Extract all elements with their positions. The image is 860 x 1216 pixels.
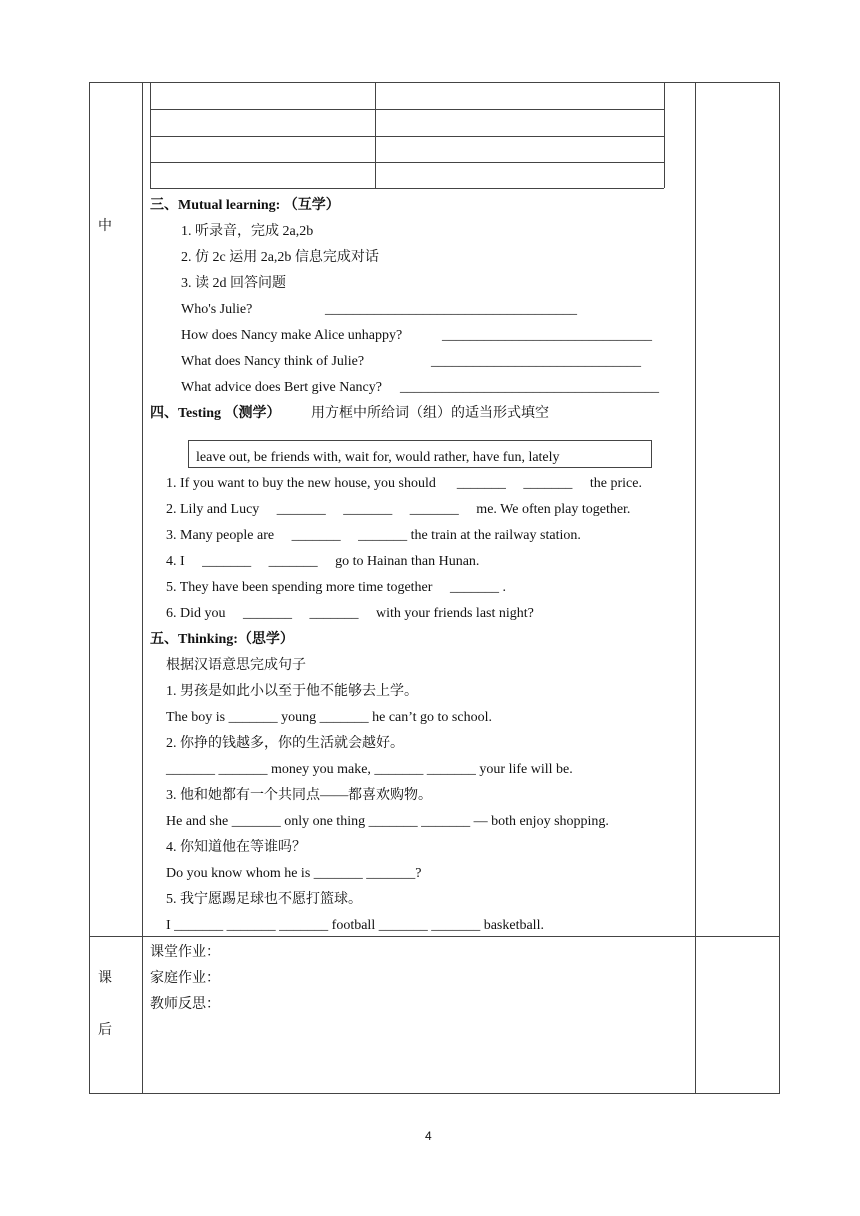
- thinking-item-1-cn: 1. 男孩是如此小以至于他不能够去上学。: [166, 684, 418, 699]
- side-label-after-2: 后: [98, 1023, 112, 1038]
- testing-item-1: 1. If you want to buy the new house, you should _______ _______ the price.: [166, 476, 642, 491]
- mutual-answer-blank-1[interactable]: ____________________________________: [325, 302, 577, 317]
- mutual-answer-blank-2[interactable]: ______________________________: [442, 328, 652, 343]
- mutual-question-3: What does Nancy think of Julie?: [181, 354, 365, 369]
- mutual-step-3: 3. 读 2d 回答问题: [181, 276, 286, 291]
- testing-item-2: 2. Lily and Lucy _______ _______ _______ me. We often play together.: [166, 502, 631, 517]
- thinking-item-5-en: I _______ _______ _______ football _______ _______ basketball.: [166, 918, 544, 933]
- classwork-label: 课堂作业：: [150, 945, 220, 960]
- side-label-middle: 中: [98, 219, 112, 234]
- page-number: 4: [425, 1129, 432, 1143]
- testing-item-5: 5. They have been spending more time together _______ .: [166, 580, 506, 595]
- thinking-heading: 五、Thinking:（思学）: [150, 632, 294, 647]
- testing-item-4: 4. I _______ _______ go to Hainan than Hunan.: [166, 554, 480, 569]
- testing-instruction: 用方框中所给词（组）的适当形式填空: [311, 406, 549, 421]
- testing-heading: 四、Testing （测学）: [150, 406, 281, 421]
- side-label-after-1: 课: [98, 971, 112, 986]
- thinking-item-3-en: He and she _______ only one thing _______ _______ — both enjoy shopping.: [166, 814, 609, 829]
- testing-item-3: 3. Many people are _______ _______ the train at the railway station.: [166, 528, 581, 543]
- thinking-item-4-en: Do you know whom he is _______ _______?: [166, 866, 422, 881]
- reflection-label: 教师反思：: [150, 997, 220, 1012]
- mutual-answer-blank-4[interactable]: _____________________________________: [400, 380, 659, 395]
- table-col-divider-2: [695, 82, 696, 1093]
- mutual-question-2: How does Nancy make Alice unhappy?: [181, 328, 403, 343]
- table-left-border: [89, 82, 90, 1093]
- table-col-divider-1: [142, 82, 143, 1093]
- table-right-border: [779, 82, 780, 1093]
- mutual-question-4: What advice does Bert give Nancy?: [181, 380, 382, 395]
- table-row-divider: [89, 936, 780, 937]
- thinking-item-2-cn: 2. 你挣的钱越多，你的生活就会越好。: [166, 736, 404, 751]
- word-box-text: leave out, be friends with, wait for, would rather, have fun, lately: [196, 450, 560, 465]
- homework-label: 家庭作业：: [150, 971, 220, 986]
- mutual-step-1: 1. 听录音，完成 2a,2b: [181, 224, 314, 239]
- mutual-step-2: 2. 仿 2c 运用 2a,2b 信息完成对话: [181, 250, 379, 265]
- thinking-item-2-en: _______ _______ money you make, _______ _______ your life will be.: [166, 762, 573, 777]
- mutual-heading: 三、Mutual learning: （互学）: [150, 198, 340, 213]
- testing-item-6: 6. Did you _______ _______ with your friends last night?: [166, 606, 534, 621]
- table-bottom-border: [89, 1093, 780, 1094]
- thinking-item-4-cn: 4. 你知道他在等谁吗？: [166, 840, 306, 855]
- mutual-answer-blank-3[interactable]: ______________________________: [431, 354, 641, 369]
- thinking-item-5-cn: 5. 我宁愿踢足球也不愿打篮球。: [166, 892, 362, 907]
- thinking-item-1-en: The boy is _______ young _______ he can’t go to school.: [166, 710, 492, 725]
- thinking-item-3-cn: 3. 他和她都有一个共同点——都喜欢购物。: [166, 788, 432, 803]
- thinking-instruction: 根据汉语意思完成句子: [166, 658, 306, 673]
- mutual-question-1: Who's Julie?: [181, 302, 253, 317]
